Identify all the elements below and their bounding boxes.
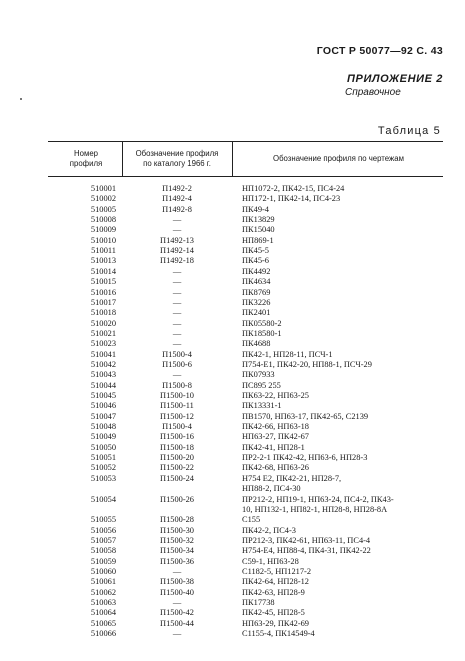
table-row: [0, 401, 465, 411]
catalog-designation: —: [172, 328, 182, 338]
header-catalog-designation-text: Обозначение профиля по каталогу 1966 г.: [135, 149, 219, 168]
catalog-designation: —: [172, 339, 182, 349]
profile-number: 510042: [90, 359, 116, 369]
header-profile-number: [54, 149, 118, 168]
table-row: [0, 339, 465, 349]
catalog-designation: П1500-11: [160, 401, 194, 411]
catalog-designation: П1500-28: [160, 515, 194, 525]
drawing-designation: ПК45-6: [242, 256, 269, 266]
catalog-designation: П1500-20: [160, 453, 194, 463]
profile-number: 510062: [90, 587, 116, 597]
table-row: [0, 463, 465, 473]
drawing-designation: ПВ1570, НП63-17, ПК42-65, С2139: [242, 411, 369, 421]
drawing-designation: ПК05580-2: [242, 318, 282, 328]
catalog-designation: —: [172, 370, 182, 380]
column-divider-1: [122, 141, 123, 176]
drawing-designation: ПК42-64, НП28-12: [242, 577, 309, 587]
drawing-designation: ПК42-2, ПС4-3: [242, 525, 296, 535]
drawing-designation: ПК42-66, НП63-18: [242, 422, 309, 432]
catalog-designation: П1500-4: [162, 349, 192, 359]
catalog-designation: П1500-26: [160, 494, 194, 504]
drawing-designation: ПК2401: [242, 308, 271, 318]
catalog-designation: П1500-6: [162, 359, 192, 369]
profile-number: 510010: [90, 235, 116, 245]
table-row: [0, 546, 465, 556]
drawing-designation: Н754 Е2, ПК42-21, НП28-7,: [242, 473, 342, 483]
catalog-designation: П1500-44: [160, 618, 194, 628]
catalog-designation: П1500-4: [162, 422, 192, 432]
profile-number: 510009: [90, 225, 116, 235]
drawing-designation: ПР212-3, ПК42-61, НП63-11, ПС4-4: [242, 535, 371, 545]
drawing-designation: ПК3226: [242, 297, 271, 307]
profile-number: 510054: [90, 494, 116, 504]
drawing-designation: ПК49-4: [242, 204, 269, 214]
table-row: [0, 567, 465, 577]
appendix-title: ПРИЛОЖЕНИЕ 2: [347, 73, 443, 85]
table-row: [0, 205, 465, 215]
appendix-subtitle: Справочное: [345, 87, 401, 98]
table-row: [0, 505, 465, 515]
drawing-designation: НП63-27, ПК42-67: [242, 432, 309, 442]
profile-number: 510057: [90, 535, 116, 545]
drawing-designation: ПК17738: [242, 598, 275, 607]
drawing-designation: НП1072-2, ПК42-15, ПС4-24: [242, 184, 345, 193]
drawing-designation: НП172-1, ПК42-14, ПС4-23: [242, 194, 341, 204]
profile-number: 510061: [90, 577, 116, 587]
table-row: [0, 577, 465, 587]
table-row: [0, 432, 465, 442]
catalog-designation: П1500-34: [160, 546, 194, 556]
table-row: [0, 515, 465, 525]
table-row: [0, 256, 465, 266]
profile-number: 510060: [90, 566, 116, 576]
catalog-designation: —: [172, 318, 182, 328]
profile-number: 510016: [90, 287, 116, 297]
profile-number: 510011: [91, 246, 116, 256]
drawing-designation: ПК42-63, НП28-9: [242, 587, 305, 597]
drawing-designation: С155: [242, 515, 261, 525]
profile-number: 510015: [90, 277, 116, 287]
table-top-rule: [48, 141, 443, 142]
catalog-designation: П1500-40: [160, 587, 194, 597]
table-row: [0, 215, 465, 225]
table-row: [0, 236, 465, 246]
profile-number: 510066: [90, 629, 116, 639]
table-row: [0, 453, 465, 463]
column-divider-2: [232, 141, 233, 176]
table-row: [0, 329, 465, 339]
table-row: [0, 246, 465, 256]
table-row: [0, 443, 465, 453]
table-row: [0, 277, 465, 287]
drawing-designation: ПК42-68, НП63-26: [242, 463, 309, 473]
table-row: [0, 526, 465, 536]
catalog-designation: П1500-10: [160, 391, 194, 400]
profile-number: 510041: [90, 349, 116, 359]
drawing-designation: ПК07933: [242, 370, 275, 380]
profile-number: 510008: [90, 215, 116, 225]
catalog-designation: П1492-4: [162, 194, 192, 204]
catalog-designation: П1492-18: [160, 256, 194, 266]
catalog-designation: П1500-24: [160, 473, 194, 483]
profile-number: 510063: [90, 598, 116, 607]
table-row: [0, 422, 465, 432]
header-catalog-designation: [124, 149, 230, 168]
catalog-designation: —: [172, 215, 182, 225]
catalog-designation: —: [172, 598, 182, 607]
catalog-designation: —: [172, 308, 182, 318]
table-row: [0, 350, 465, 360]
profile-number: 510046: [90, 401, 116, 411]
drawing-designation: НП63-29, ПК42-69: [242, 618, 309, 628]
catalog-designation: —: [172, 266, 182, 276]
profile-number: 510055: [90, 515, 116, 525]
profile-number: 510014: [90, 266, 116, 276]
table-row: [0, 557, 465, 567]
scan-speck: [20, 98, 22, 100]
catalog-designation: П1500-38: [160, 577, 194, 587]
profile-number: 510001: [90, 184, 116, 193]
profile-number: 510049: [90, 432, 116, 442]
table-row: [0, 484, 465, 494]
table-header-rule: [48, 176, 443, 177]
drawing-designation: ПК42-45, НП28-5: [242, 608, 305, 618]
drawing-designation: НП869-1: [242, 235, 274, 245]
table-row: [0, 194, 465, 204]
profile-number: 510044: [90, 380, 116, 390]
drawing-designation: ПК13331-1: [242, 401, 282, 411]
table-row: [0, 619, 465, 629]
table-label: Таблица 5: [377, 125, 441, 137]
catalog-designation: —: [172, 297, 182, 307]
drawing-designation: С1155-4, ПК14549-4: [242, 629, 315, 639]
header-drawing-designation-text: Обозначение профиля по чертежам: [273, 154, 404, 163]
drawing-designation: ПК63-22, НП63-25: [242, 391, 309, 400]
profile-number: 510056: [90, 525, 116, 535]
profile-number: 510002: [90, 194, 116, 204]
table-row: [0, 608, 465, 618]
catalog-designation: П1500-42: [160, 608, 194, 618]
catalog-designation: —: [172, 566, 182, 576]
table-row: [0, 536, 465, 546]
table-row: [0, 319, 465, 329]
catalog-designation: П1500-36: [160, 556, 194, 566]
drawing-designation: ПР2-2-1 ПК42-42, НП63-6, НП28-3: [242, 453, 368, 463]
drawing-designation: ПК13829: [242, 215, 275, 225]
drawing-designation: ПК42-1, НП28-11, ПСЧ-1: [242, 349, 333, 359]
drawing-designation: ПР212-2, НП19-1, НП63-24, ПС4-2, ПК43-: [242, 494, 394, 504]
table-row: [0, 495, 465, 505]
profile-number: 510047: [90, 411, 116, 421]
table-row: [0, 588, 465, 598]
profile-number: 510020: [90, 318, 116, 328]
header-drawing-designation: [234, 154, 443, 164]
table-row: [0, 308, 465, 318]
table-row: [0, 370, 465, 380]
catalog-designation: П1500-22: [160, 463, 194, 473]
table-row: [0, 598, 465, 608]
catalog-designation: П1500-12: [160, 411, 194, 421]
catalog-designation: —: [172, 277, 182, 287]
drawing-designation: ПК18580-1: [242, 328, 282, 338]
drawing-designation: С1182-5, НП1217-2: [242, 566, 312, 576]
catalog-designation: П1492-2: [162, 184, 192, 193]
profile-number: 510058: [90, 546, 116, 556]
catalog-designation: П1500-8: [162, 380, 192, 390]
catalog-designation: П1500-32: [160, 535, 194, 545]
drawing-designation: НП88-2, ПС4-30: [242, 484, 301, 494]
catalog-designation: —: [172, 629, 182, 639]
drawing-designation: ПК42-41, НП28-1: [242, 442, 305, 452]
table-row: [0, 474, 465, 484]
drawing-designation: ПС895 255: [242, 380, 281, 390]
profile-number: 510053: [90, 473, 116, 483]
table-row: [0, 360, 465, 370]
drawing-designation: Н754-Е4, НП88-4, ПК4-31, ПК42-22: [242, 546, 371, 556]
table-row: [0, 629, 465, 639]
profile-number: 510013: [90, 256, 116, 266]
drawing-designation: П754-Е1, ПК42-20, НП88-1, ПСЧ-29: [242, 359, 372, 369]
profile-number: 510064: [90, 608, 116, 618]
catalog-designation: П1500-30: [160, 525, 194, 535]
drawing-designation: ПК4634: [242, 277, 271, 287]
drawing-designation: ПК4688: [242, 339, 271, 349]
profile-number: 510051: [90, 453, 116, 463]
profile-number: 510043: [90, 370, 116, 380]
profile-number: 510059: [90, 556, 116, 566]
profile-number: 510052: [90, 463, 116, 473]
catalog-designation: П1492-8: [162, 204, 192, 214]
catalog-designation: П1492-13: [160, 235, 194, 245]
catalog-designation: П1492-14: [160, 246, 194, 256]
profile-number: 510017: [90, 297, 116, 307]
profile-number: 510050: [90, 442, 116, 452]
drawing-designation: ПК4492: [242, 266, 271, 276]
catalog-designation: —: [172, 225, 182, 235]
profile-number: 510023: [90, 339, 116, 349]
profile-number: 510065: [90, 618, 116, 628]
header-profile-number-text: Номер профиля: [69, 149, 103, 168]
table-row: [0, 412, 465, 422]
drawing-designation: ПК15040: [242, 225, 275, 235]
catalog-designation: П1500-18: [160, 442, 194, 452]
profile-number: 510021: [90, 328, 116, 338]
drawing-designation: 10, НП132-1, НП82-1, НП28-8, НП28-8А: [242, 504, 388, 514]
table-row: [0, 381, 465, 391]
table-row: [0, 267, 465, 277]
table-row: [0, 184, 465, 194]
drawing-designation: С59-1, НП63-28: [242, 556, 299, 566]
table-row: [0, 288, 465, 298]
table-row: [0, 225, 465, 235]
page-header: ГОСТ Р 50077—92 С. 43: [316, 45, 443, 57]
drawing-designation: ПК45-5: [242, 246, 269, 256]
profile-number: 510048: [90, 422, 116, 432]
table-row: [0, 298, 465, 308]
profile-number: 510045: [90, 391, 116, 400]
catalog-designation: —: [172, 287, 182, 297]
profile-number: 510005: [90, 204, 116, 214]
table-row: [0, 391, 465, 401]
drawing-designation: ПК8769: [242, 287, 271, 297]
profile-number: 510018: [90, 308, 116, 318]
catalog-designation: П1500-16: [160, 432, 194, 442]
